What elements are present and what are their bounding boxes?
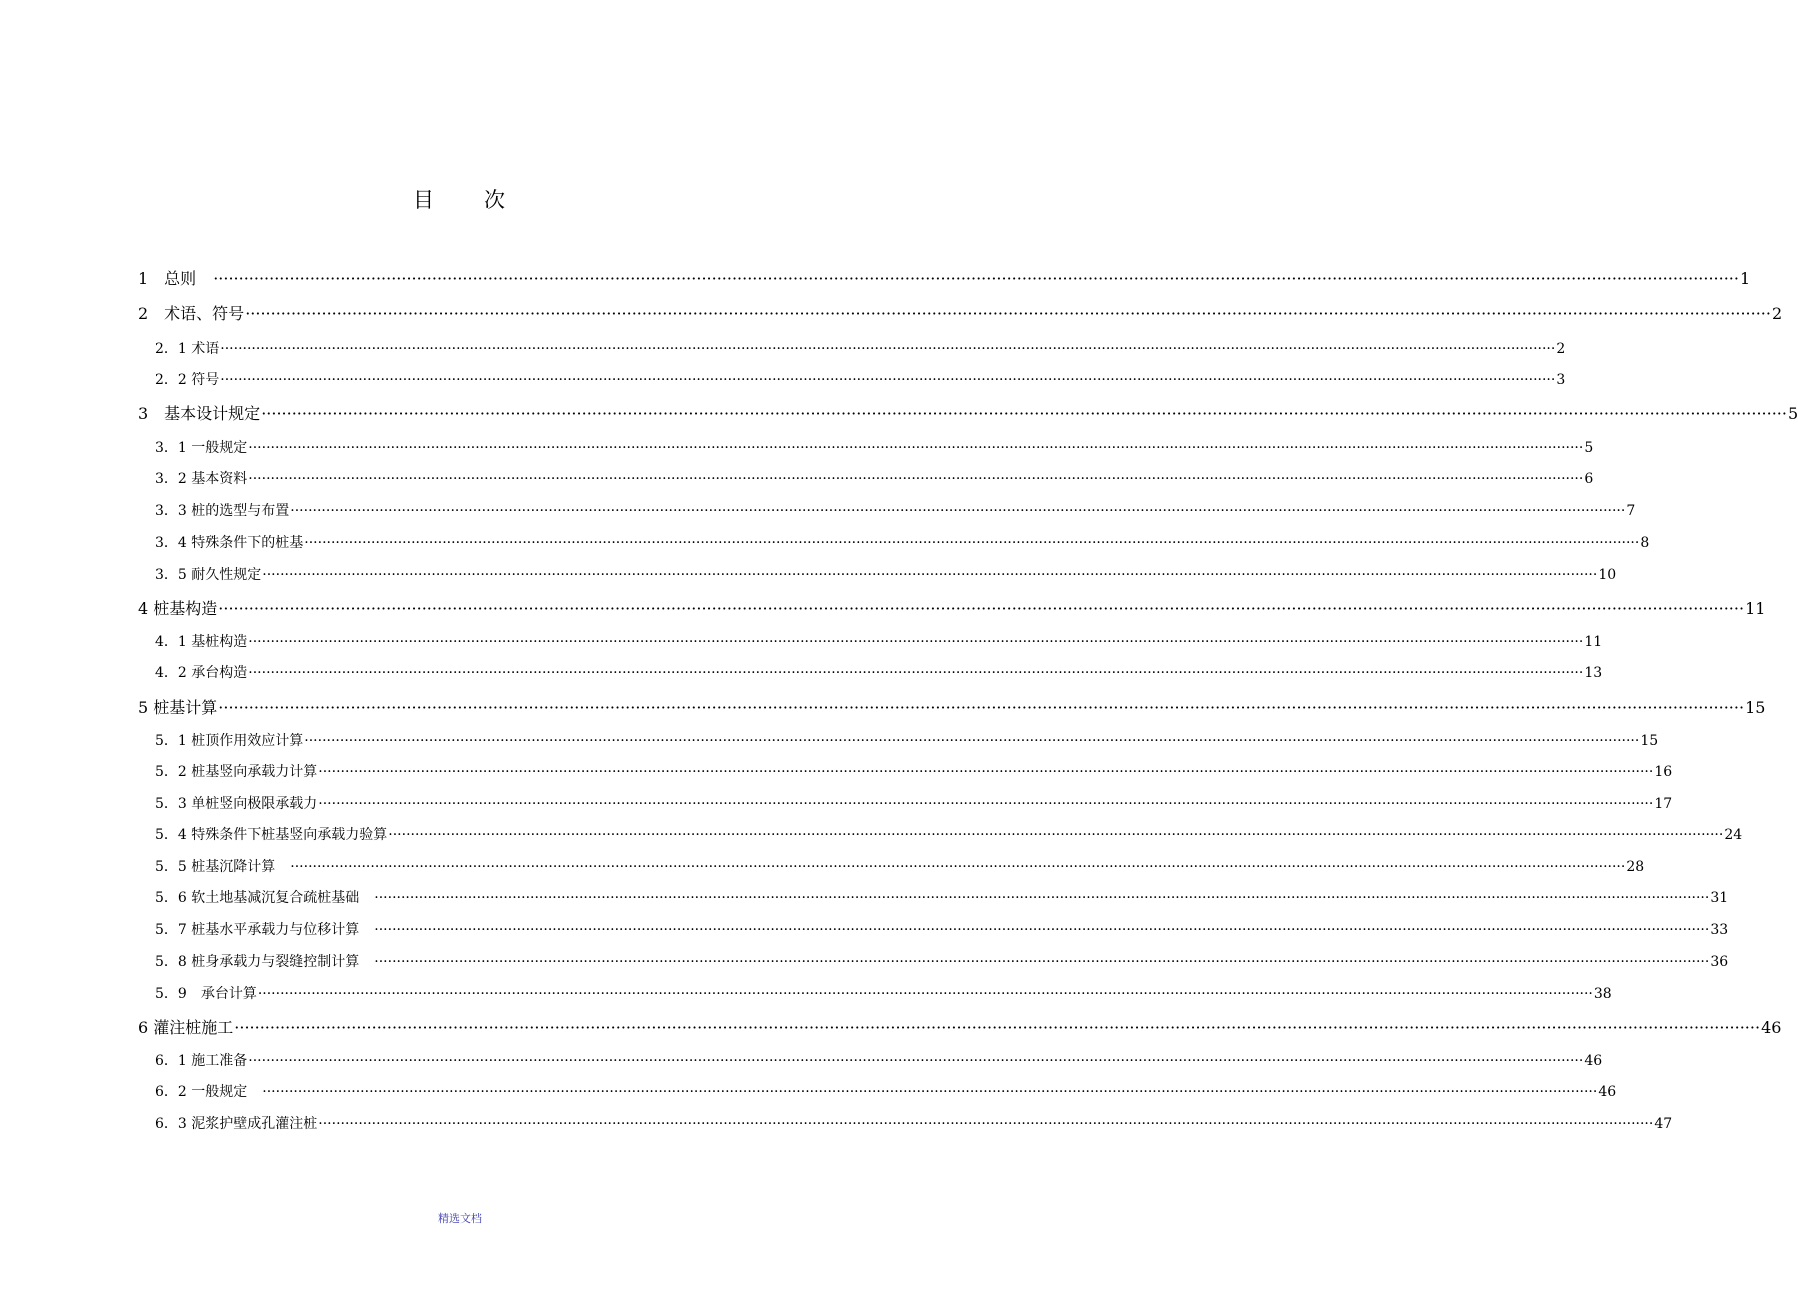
toc-leader-dots: ············································································································································································································································································································ [248,440,1584,456]
toc-entry-page: 15 [1640,733,1659,749]
toc-entry-page: 36 [1710,954,1729,970]
toc-leader-dots: ············································································································································································································································································································ [248,1053,1584,1069]
toc-entry-page: 33 [1710,922,1729,938]
toc-entry-label: 5．9 承台计算 [155,986,257,1002]
toc-entry-page: 38 [1593,986,1612,1002]
toc-leader-dots: ············································································································································································································································································································ [248,665,1584,681]
toc-entry [155,1113,1673,1133]
toc-entry-page: 16 [1654,764,1673,780]
toc-entry-label: 6．2 一般规定 [155,1084,262,1100]
toc-entry [155,919,1729,939]
toc-entry-label: 6．3 泥浆护壁成孔灌注桩 [155,1116,318,1132]
toc-entry [155,532,1650,552]
title-part-2: 次 [484,188,507,212]
toc-entry [155,338,1566,358]
toc-leader-dots: ············································································································································································································································································································ [245,304,1771,323]
toc-leader-dots: ············································································································································································································································································································ [374,954,1710,970]
toc-leader-dots: ············································································································································································································································································································ [290,503,1626,519]
toc-leader-dots: ············································································································································································································································································································ [220,341,1556,357]
toc-entry-label: 1 总则 [138,269,213,288]
toc-entry-page: 28 [1626,859,1645,875]
toc-entry-label: 5．2 桩基竖向承载力计算 [155,764,318,780]
toc-entry-label: 4．2 承台构造 [155,665,248,681]
toc-entry [155,1081,1617,1101]
toc-entry-label: 3．2 基本资料 [155,471,248,487]
toc-leader-dots: ············································································································································································································································································································ [218,599,1745,618]
toc-leader-dots: ············································································································································································································································································································ [388,827,1724,843]
toc-leader-dots: ············································································································································································································································································································ [218,698,1745,717]
toc-entry-page: 46 [1761,1018,1782,1037]
toc-entry [155,369,1566,389]
toc-entry [138,596,1766,619]
toc-entry-label: 6 灌注桩施工 [138,1018,234,1037]
toc-leader-dots: ············································································································································································································································································································ [262,1084,1598,1100]
toc-entry-page: 5 [1787,404,1798,423]
toc-entry [155,951,1729,971]
toc-leader-dots: ············································································································································································································································································································ [257,986,1593,1002]
toc-entry [155,761,1673,781]
toc-entry [138,1015,1782,1038]
toc-entry-page: 8 [1640,535,1650,551]
toc-entry-label: 6．1 施工准备 [155,1053,248,1069]
toc-leader-dots: ············································································································································································································································································································ [262,567,1598,583]
toc-entry-page: 15 [1745,698,1766,717]
toc-entry-label: 5．7 桩基水平承载力与位移计算 [155,922,374,938]
toc-entry [155,856,1645,876]
toc-entry [138,266,1751,289]
toc-leader-dots: ············································································································································································································································································································ [213,269,1739,288]
footer-watermark-text: 精选文档 [438,1212,482,1225]
toc-entry-page: 1 [1739,269,1751,288]
toc-entry-page: 2 [1556,341,1566,357]
toc-entry [155,564,1617,584]
toc-entry-page: 3 [1556,372,1566,388]
toc-leader-dots: ············································································································································································································································································································ [248,471,1584,487]
toc-leader-dots: ············································································································································································································································································································ [304,733,1640,749]
toc-entry-page: 2 [1771,304,1783,323]
toc-entry-label: 4．1 基桩构造 [155,634,248,650]
toc-entry-label: 3 基本设计规定 [138,404,261,423]
toc-entry-page: 5 [1584,440,1594,456]
toc-entry-label: 2 术语、符号 [138,304,245,323]
toc-entry [155,500,1636,520]
toc-entry [138,695,1766,718]
toc-entry-label: 4 桩基构造 [138,599,218,618]
toc-entry-label: 5．3 单桩竖向极限承载力 [155,796,318,812]
toc-entry [155,730,1659,750]
toc-entry-label: 3．3 桩的选型与布置 [155,503,290,519]
toc-entry-page: 47 [1654,1116,1673,1132]
toc-entry-label: 5．1 桩顶作用效应计算 [155,733,304,749]
toc-entry [155,824,1743,844]
toc-entry [155,468,1594,488]
toc-entry-page: 13 [1584,665,1603,681]
toc-entry [155,437,1594,457]
toc-leader-dots: ············································································································································································································································································································ [220,372,1556,388]
toc-entry-page: 46 [1584,1053,1603,1069]
toc-leader-dots: ············································································································································································································································································································ [261,404,1787,423]
toc-entry-label: 2．1 术语 [155,341,220,357]
toc-leader-dots: ············································································································································································································································································································ [374,890,1710,906]
toc-entry [155,1050,1603,1070]
title-part-1: 目 [413,188,436,212]
toc-leader-dots: ············································································································································································································································································································ [304,535,1640,551]
toc-leader-dots: ············································································································································································································································································································ [318,764,1654,780]
toc-entry-label: 5．6 软土地基减沉复合疏桩基础 [155,890,374,906]
toc-entry-page: 11 [1584,634,1603,650]
toc-leader-dots: ············································································································································································································································································································ [374,922,1710,938]
toc-leader-dots: ············································································································································································································································································································ [318,796,1654,812]
toc-entry-label: 3．4 特殊条件下的桩基 [155,535,304,551]
toc-entry-label: 3．1 一般规定 [155,440,248,456]
toc-entry [138,301,1783,324]
toc-entry [155,793,1673,813]
toc-entry [138,401,1798,424]
toc-entry-label: 3．5 耐久性规定 [155,567,262,583]
toc-entry-page: 11 [1745,599,1766,618]
toc-leader-dots: ············································································································································································································································································································ [290,859,1626,875]
toc-entry [155,887,1729,907]
toc-entry [155,631,1603,651]
toc-entry-label: 5．5 桩基沉降计算 [155,859,290,875]
toc-entry-label: 5 桩基计算 [138,698,218,717]
toc-entry-page: 6 [1584,471,1594,487]
toc-entry [155,983,1612,1003]
toc-entry-label: 5．8 桩身承载力与裂缝控制计算 [155,954,374,970]
toc-entry-label: 2．2 符号 [155,372,220,388]
toc-entry-page: 46 [1598,1084,1617,1100]
toc-entry-page: 7 [1626,503,1636,519]
toc-leader-dots: ············································································································································································································································································································ [234,1018,1761,1037]
toc-entry [155,662,1603,682]
toc-entry-page: 17 [1654,796,1673,812]
toc-entry-page: 10 [1598,567,1617,583]
toc-leader-dots: ············································································································································································································································································································ [318,1116,1654,1132]
toc-entry-page: 31 [1710,890,1729,906]
toc-entry-page: 24 [1724,827,1743,843]
toc-entry-label: 5．4 特殊条件下桩基竖向承载力验算 [155,827,388,843]
toc-leader-dots: ············································································································································································································································································································ [248,634,1584,650]
page-title [0,184,920,214]
